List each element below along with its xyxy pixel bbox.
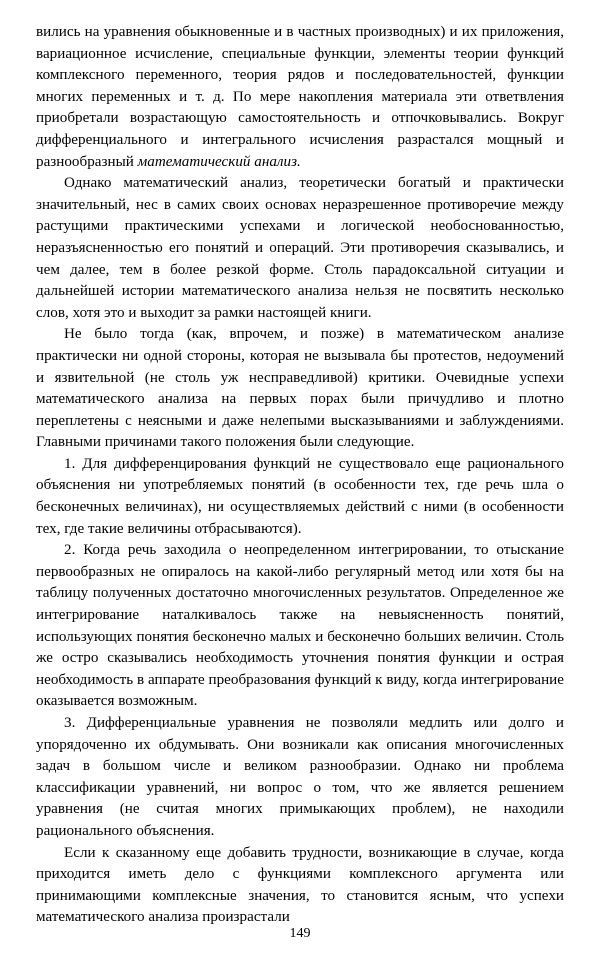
paragraph: Если к сказанному еще добавить трудности, возникающие в случае, когда приходится иметь дело с функциями комплексного аргумента или принимающими комплексные значения, то становится ясным, что успехи математического анализа произрастали bbox=[36, 844, 564, 926]
page-number: 149 bbox=[289, 926, 311, 941]
page-body bbox=[36, 22, 564, 929]
paragraph bbox=[36, 22, 564, 173]
paragraph-emphasis: математический анализ. bbox=[137, 153, 301, 170]
paragraph: 3. Дифференциальные уравнения не позволяли медлить или долго и упорядоченно их обдумывать. Они возникали как описания многочисленных задач в большом числе и великом разнообразии. Однако ни проблема классификации уравнений, ни вопрос о том, что же является решением уравнения (не считая многих примыкающих проблем), не находили рационального объяснения. bbox=[36, 715, 564, 839]
paragraph: Не было тогда (как, впрочем, и позже) в математическом анализе практически ни одной стороны, которая не вызывала бы протестов, недоумений и язвительной (не столь уж несправедливой) критики. Очевидные успехи математического анализа на первых порах были причудливо и плотно переплетены с неясными и даже нелепыми высказываниями и заблуждениями. Главными причинами такого положения были следующие. bbox=[36, 326, 564, 451]
paragraph: Однако математический анализ, теоретически богатый и практически значительный, нес в самих своих основах неразрешенное противоречие между растущими практическими успехами и логической необоснованностью, неразъясненностью его понятий и операций. Эти противоречия сказывались, и чем далее, тем в более резкой форме. Столь парадоксальной ситуации и дальнейшей истории математического анализа нельзя не посвятить несколько слов, хотя это и выходит за рамки настоящей книги. bbox=[36, 175, 564, 321]
paragraph-text: вились на уравнения обыкновенные и в частных производных) и их приложения, вариационное исчисление, специальные функции, элементы теории функций комплексного переменного, теория рядов и последовательностей, функции многих переменных и т. д. По мере накопления материала эти ответвления приобретали возрастающую самостоятельность и отпочковывались. Вокруг дифференциального и интегрального исчисления разрастался мощный и разнообразный bbox=[36, 24, 564, 170]
paragraph: 1. Для дифференцирования функций не существовало еще рационального объяснения ни употребляемых понятий (в особенности тех, где речь шла о бесконечных величинах), ни осуществляемых действий с ними (в особенности тех, где такие величины отбрасываются). bbox=[36, 455, 564, 537]
paragraph: 2. Когда речь заходила о неопределенном интегрировании, то отыскание первообразных не опиралось на какой-либо регулярный метод или хотя бы на таблицу полученных достаточно многочисленных результатов. Определенное же интегрирование наталкивалось также на невыясненность понятий, использующих понятия бесконечно малых и бесконечно больших величин. Столь же остро сказывались необходимость уточнения понятия функции и острая необходимость в аппарате преобразования функций к виду, когда интегрирование оказывается возможным. bbox=[36, 542, 564, 710]
